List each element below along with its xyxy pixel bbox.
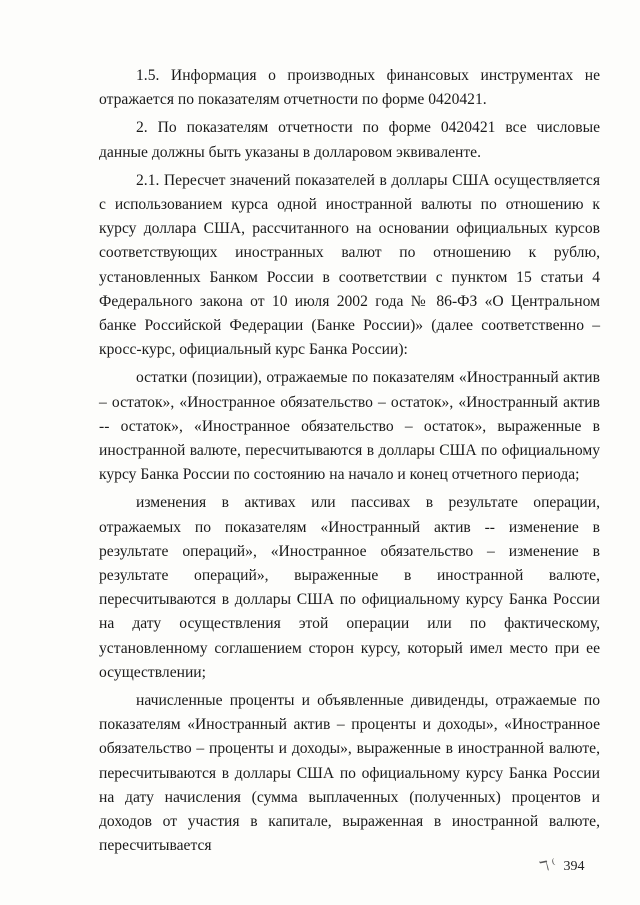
paragraph-balances: остатки (позиции), отражаемые по показателям «Иностранный актив – остаток», «Иностранное обязательство – остаток», «Иностранный актив -- остаток», «Иностранное обязательство – остаток», выраженные в иностранной валюте, пересчитываются в доллары США по официальному курсу Банка России по состоянию на начало и конец отчетного периода; [99,369,600,484]
page-number: 394 [563,859,585,874]
paragraph-changes: изменения в активах или пассивах в результате операции, отражаемых по показателям «Иностранный актив -- изменение в результате операций», «Иностранное обязательство – изменение в результате операций», выраженные в иностранной валюте, пересчитываются в доллары США по официальному курсу Банка России на дату осуществления этой операции или по фактическому, установленному соглашением сторон курсу, который имел место при ее осуществлении; [99,494,600,681]
document-body [99,64,600,862]
paragraph-1-5: 1.5. Информация о производных финансовых инструментах не отражается по показателям отчетности по форме 0420421. [99,67,600,109]
paragraph-2: 2. По показателям отчетности по форме 0420421 все числовые данные должны быть указаны в долларовом эквиваленте. [99,119,600,161]
paragraph-interest: начисленные проценты и объявленные дивиденды, отражаемые по показателям «Иностранный актив – проценты и доходы», «Иностранное обязательство – проценты и доходы», выраженные в иностранной валюте, пересчитываются в доллары США по официальному курсу Банка России на дату начисления (сумма выплаченных (полученных) процентов и доходов от участия в капитале, выраженная в иностранной валюте, пересчитывается [99,692,600,855]
paragraph-2-1: 2.1. Пересчет значений показателей в доллары США осуществляется с использованием курса одной иностранной валюты по отношению к курсу доллара США, рассчитанного на основании официальных курсов соответствующих иностранных валют по отношению к рублю, установленных Банком России в соответствии с пунктом 15 статьи 4 Федерального закона от 10 июля 2002 года № 86-ФЗ «О Центральном банке Российской Федерации (Банке России)» (далее соответственно – кросс-курс, официальный курс Банка России): [99,171,600,359]
page-footer [540,858,584,875]
handwritten-mark: ℸ ⁽ [538,857,558,876]
